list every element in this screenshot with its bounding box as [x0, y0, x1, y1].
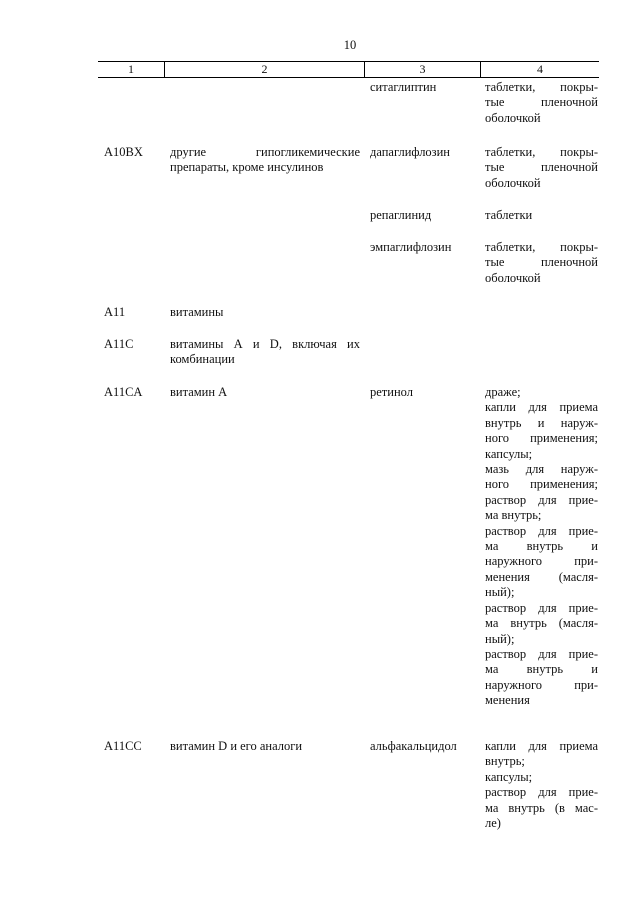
dosage-forms-line: оболочкой [485, 270, 541, 285]
dosage-forms-line: ный); [485, 631, 515, 646]
page-number: 10 [343, 38, 357, 52]
dosage-forms [485, 145, 598, 191]
header-col-1: 1 [128, 62, 134, 76]
dosage-forms-line: оболочкой [485, 110, 541, 125]
dosage-forms-line: внутрь; [485, 754, 525, 769]
dosage-forms [485, 80, 598, 126]
dosage-forms-line: внутрь и наруж- [485, 415, 598, 430]
dosage-forms-line: раствор для прие- [485, 646, 598, 661]
header-col-4: 4 [537, 62, 543, 76]
dosage-forms-line: ма внутрь и [485, 662, 598, 677]
dosage-forms-line: драже; [485, 385, 521, 399]
atc-code: A11CC [104, 739, 142, 753]
medicinal-substance: альфакальцидол [370, 739, 457, 753]
table-header [98, 61, 599, 78]
dosage-forms-line: наружного при- [485, 677, 598, 692]
dosage-forms-line: тые пленочной [485, 160, 598, 175]
anatomical-therapeutic-group-line: витамин А [170, 385, 228, 399]
dosage-forms [485, 240, 598, 286]
dosage-forms-line: ма внутрь (масля- [485, 616, 598, 631]
dosage-forms-line: капли для приема [485, 400, 598, 415]
anatomical-therapeutic-group [170, 337, 360, 368]
dosage-forms-line: тые пленочной [485, 255, 598, 270]
dosage-forms-line: таблетки, покры- [485, 80, 598, 94]
anatomical-therapeutic-group-line: витамины А и D, включая их [170, 337, 360, 351]
dosage-forms-line: ного применения; [485, 431, 598, 446]
medicinal-substance: дапаглифлозин [370, 145, 450, 159]
dosage-forms-line: таблетки, покры- [485, 145, 598, 159]
dosage-forms [485, 385, 598, 709]
dosage-forms-line: ма внутрь и [485, 539, 598, 554]
anatomical-therapeutic-group-line: витамины [170, 305, 224, 319]
dosage-forms-line: менения (масля- [485, 569, 598, 584]
medicinal-substance: ретинол [370, 385, 413, 399]
medicinal-substance: ситаглиптин [370, 80, 437, 94]
dosage-forms-line: тые пленочной [485, 95, 598, 110]
atc-code: A11 [104, 305, 126, 319]
anatomical-therapeutic-group [170, 145, 360, 176]
dosage-forms-line: раствор для прие- [485, 492, 598, 507]
dosage-forms-line: капсулы; [485, 769, 533, 784]
dosage-forms-line: таблетки, покры- [485, 240, 598, 254]
dosage-forms-line: оболочкой [485, 175, 541, 190]
dosage-forms-line: раствор для прие- [485, 600, 598, 615]
anatomical-therapeutic-group-line: витамин D и его аналоги [170, 739, 303, 753]
anatomical-therapeutic-group-line: другие гипогликемические [170, 145, 360, 159]
dosage-forms-line: таблетки [485, 208, 533, 222]
dosage-forms-line: мазь для наруж- [485, 462, 598, 477]
dosage-forms-line: раствор для прие- [485, 523, 598, 538]
anatomical-therapeutic-group-line: препараты, кроме инсулинов [170, 160, 324, 175]
medicinal-substance: эмпаглифлозин [370, 240, 452, 254]
anatomical-therapeutic-group-line: комбинации [170, 352, 235, 367]
atc-code: A10BX [104, 145, 143, 159]
medicinal-substance: репаглинид [370, 208, 432, 222]
atc-code: A11C [104, 337, 134, 351]
dosage-forms-line: ного применения; [485, 477, 598, 492]
dosage-forms-line: ный); [485, 585, 515, 600]
dosage-forms-line: наружного при- [485, 554, 598, 569]
dosage-forms-line: раствор для прие- [485, 785, 598, 800]
dosage-forms-line: капсулы; [485, 446, 533, 461]
anatomical-therapeutic-group [170, 305, 360, 320]
header-col-3: 3 [419, 62, 426, 76]
dosage-forms-line: ма внутрь; [485, 508, 542, 523]
dosage-forms [485, 208, 598, 223]
dosage-forms-line: менения [485, 693, 530, 708]
anatomical-therapeutic-group [170, 739, 360, 754]
dosage-forms-line: капли для приема [485, 739, 598, 753]
dosage-forms-line: ле) [485, 816, 501, 831]
dosage-forms-line: ма внутрь (в мас- [485, 800, 598, 815]
anatomical-therapeutic-group [170, 385, 360, 400]
dosage-forms [485, 739, 598, 831]
header-col-2: 2 [261, 62, 268, 76]
atc-code: A11CA [104, 385, 143, 399]
